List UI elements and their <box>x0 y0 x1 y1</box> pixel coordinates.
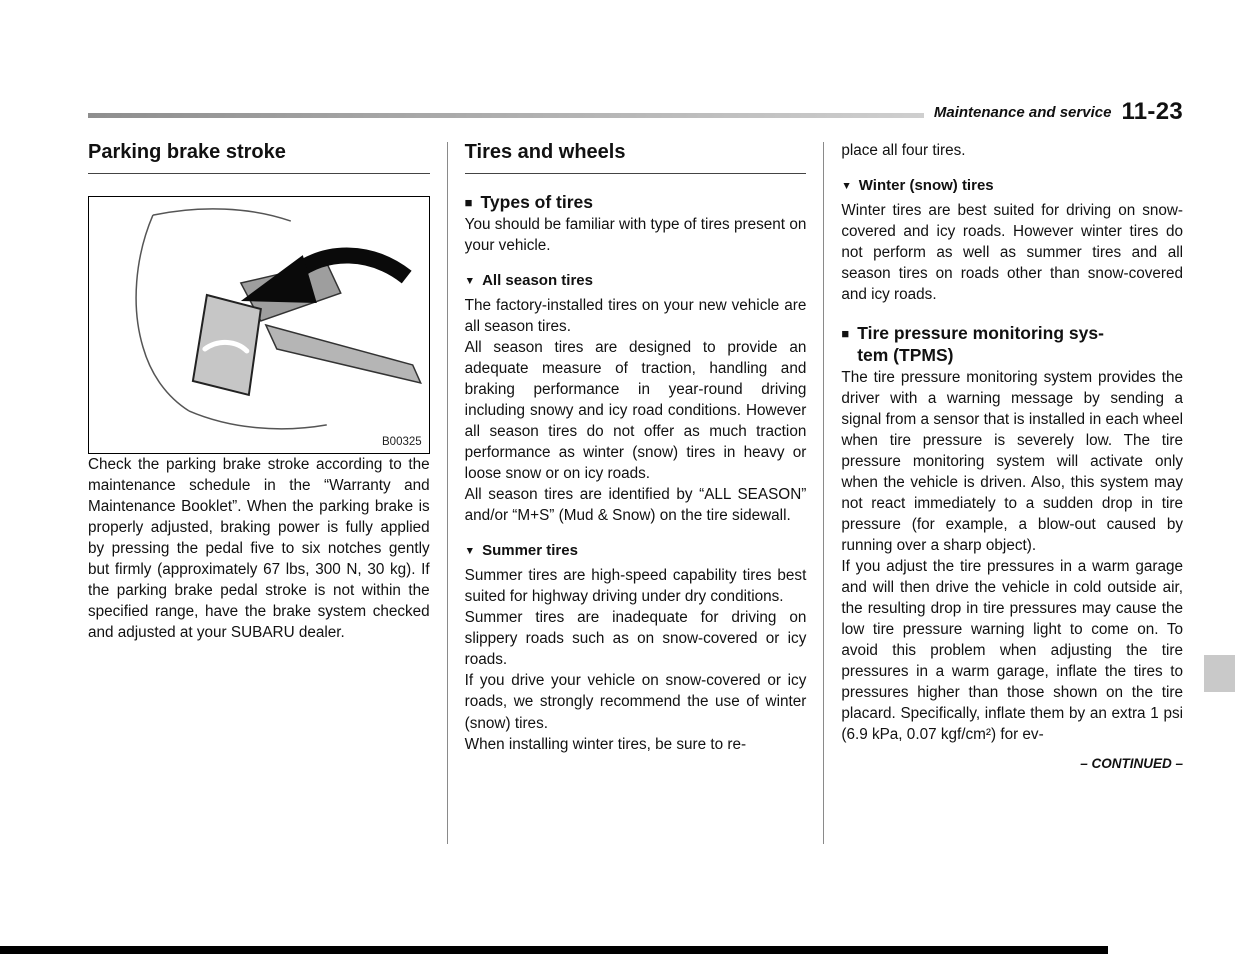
bottom-bar <box>0 946 1108 954</box>
winter-paragraph: Winter tires are best suited for driving on snow-covered and icy roads. However winter tires do not perform as well as summer tires and all season tires on roads other than snow-covered and icy roads. <box>841 202 1184 304</box>
figure-code: B00325 <box>382 436 422 448</box>
page-number: 11-23 <box>1121 98 1183 125</box>
summer-paragraph: Summer tires are inadequate for driving on slippery roads such as on snow-covered or icy roads. <box>464 609 807 669</box>
column-winter-tpms <box>841 140 1183 844</box>
section-title-parking-brake-stroke: Parking brake stroke <box>88 140 430 174</box>
page-header <box>88 98 1183 126</box>
continuation-paragraph: place all four tires. <box>841 142 966 159</box>
tpms-paragraph: The tire pressure monitoring system provides the driver with a warning message by sending a signal from a sensor that is installed in each wheel when tire pressure is severely low. The tire pressure monitoring system will activate only when the vehicle is driven. Also, this system may not react immediately to a sudden drop in tire pressure (for example, a blow-out caused by running over a sharp object). <box>841 368 1184 555</box>
parking-brake-paragraph: Check the parking brake stroke according to the maintenance schedule in the “Warranty and Maintenance Booklet”. When the parking brake is properly adjusted, braking power is fully applied by pressing the pedal five to six notches gently but firmly (approximately 67 lbs, 300 N, 30 kg). If the parking brake pedal stroke is not within the specified range, have the brake system checked and adjusted at your SUBARU dealer. <box>88 456 430 642</box>
section-title-tires-and-wheels: Tires and wheels <box>465 140 807 174</box>
heading-line-1: Tire pressure monitoring sys- <box>857 323 1104 344</box>
header-section-title: Maintenance and service <box>933 103 1112 121</box>
heading-summer-tires <box>465 542 807 559</box>
contour-line <box>153 209 291 221</box>
all-season-paragraph: All season tires are designed to provide an adequate measure of traction, handling and braking performance in year-round driving including snowy and icy road conditions. However all season tires do not offer as much traction performance as winter (snow) tires in heavy or loose snow or on icy roads. <box>464 339 807 483</box>
heading-text: Types of tires <box>480 192 594 212</box>
heading-text: Summer tires <box>482 542 578 560</box>
column-divider <box>447 142 448 844</box>
column-divider <box>823 142 824 844</box>
page-edge-tab <box>1204 655 1235 692</box>
square-bullet-icon: ■ <box>841 326 850 342</box>
heading-line-2: tem (TPMS) <box>857 345 954 366</box>
all-season-paragraph: The factory-installed tires on your new vehicle are all season tires. <box>464 296 807 335</box>
heading-types-of-tires <box>465 192 807 214</box>
content-columns <box>88 140 1183 844</box>
summer-paragraph: Summer tires are high-speed capability tires best suited for highway driving under dry conditions. <box>464 567 807 606</box>
continued-label: – CONTINUED – <box>1080 755 1184 771</box>
contour-line <box>136 215 189 411</box>
parking-brake-pedal-illustration <box>89 197 429 453</box>
heading-text: All season tires <box>482 271 593 289</box>
heading-text <box>857 323 1104 367</box>
square-bullet-icon: ■ <box>464 195 473 210</box>
contour-line <box>189 411 327 429</box>
heading-winter-snow-tires <box>841 177 1183 194</box>
column-parking-brake <box>88 140 430 844</box>
column-tires-and-wheels <box>465 140 807 844</box>
figure-parking-brake <box>88 196 430 454</box>
heading-text: Winter (snow) tires <box>858 177 994 195</box>
heading-tpms <box>841 323 1183 367</box>
triangle-bullet-icon: ▼ <box>841 180 852 193</box>
heading-all-season-tires <box>465 272 807 289</box>
pedal-pad <box>193 295 261 395</box>
summer-paragraph: If you drive your vehicle on snow-covered or icy roads, we strongly recommend the use of winter (snow) tires. <box>464 672 807 732</box>
all-season-paragraph: All season tires are identified by “ALL SEASON” and/or “M+S” (Mud & Snow) on the tire sidewall. <box>464 486 807 525</box>
triangle-bullet-icon: ▼ <box>464 274 476 287</box>
summer-paragraph: When installing winter tires, be sure to re- <box>464 735 747 753</box>
pedal-lever-rod <box>266 325 421 383</box>
types-of-tires-intro: You should be familiar with type of tires present on your vehicle. <box>464 215 807 254</box>
tpms-paragraph: If you adjust the tire pressures in a warm garage and will then drive the vehicle in cold outside air, the resulting drop in tire pressures may cause the low tire pressure warning light to come on. To avoid this problem when adjusting the tire pressures in a warm garage, inflate the tires to pressures higher than those shown on the tire placard. Specifically, inflate them by an extra 1 psi (6.9 kPa, 0.07 kgf/cm²) for ev- <box>841 558 1184 744</box>
header-rule <box>88 113 924 118</box>
triangle-bullet-icon: ▼ <box>464 545 476 558</box>
